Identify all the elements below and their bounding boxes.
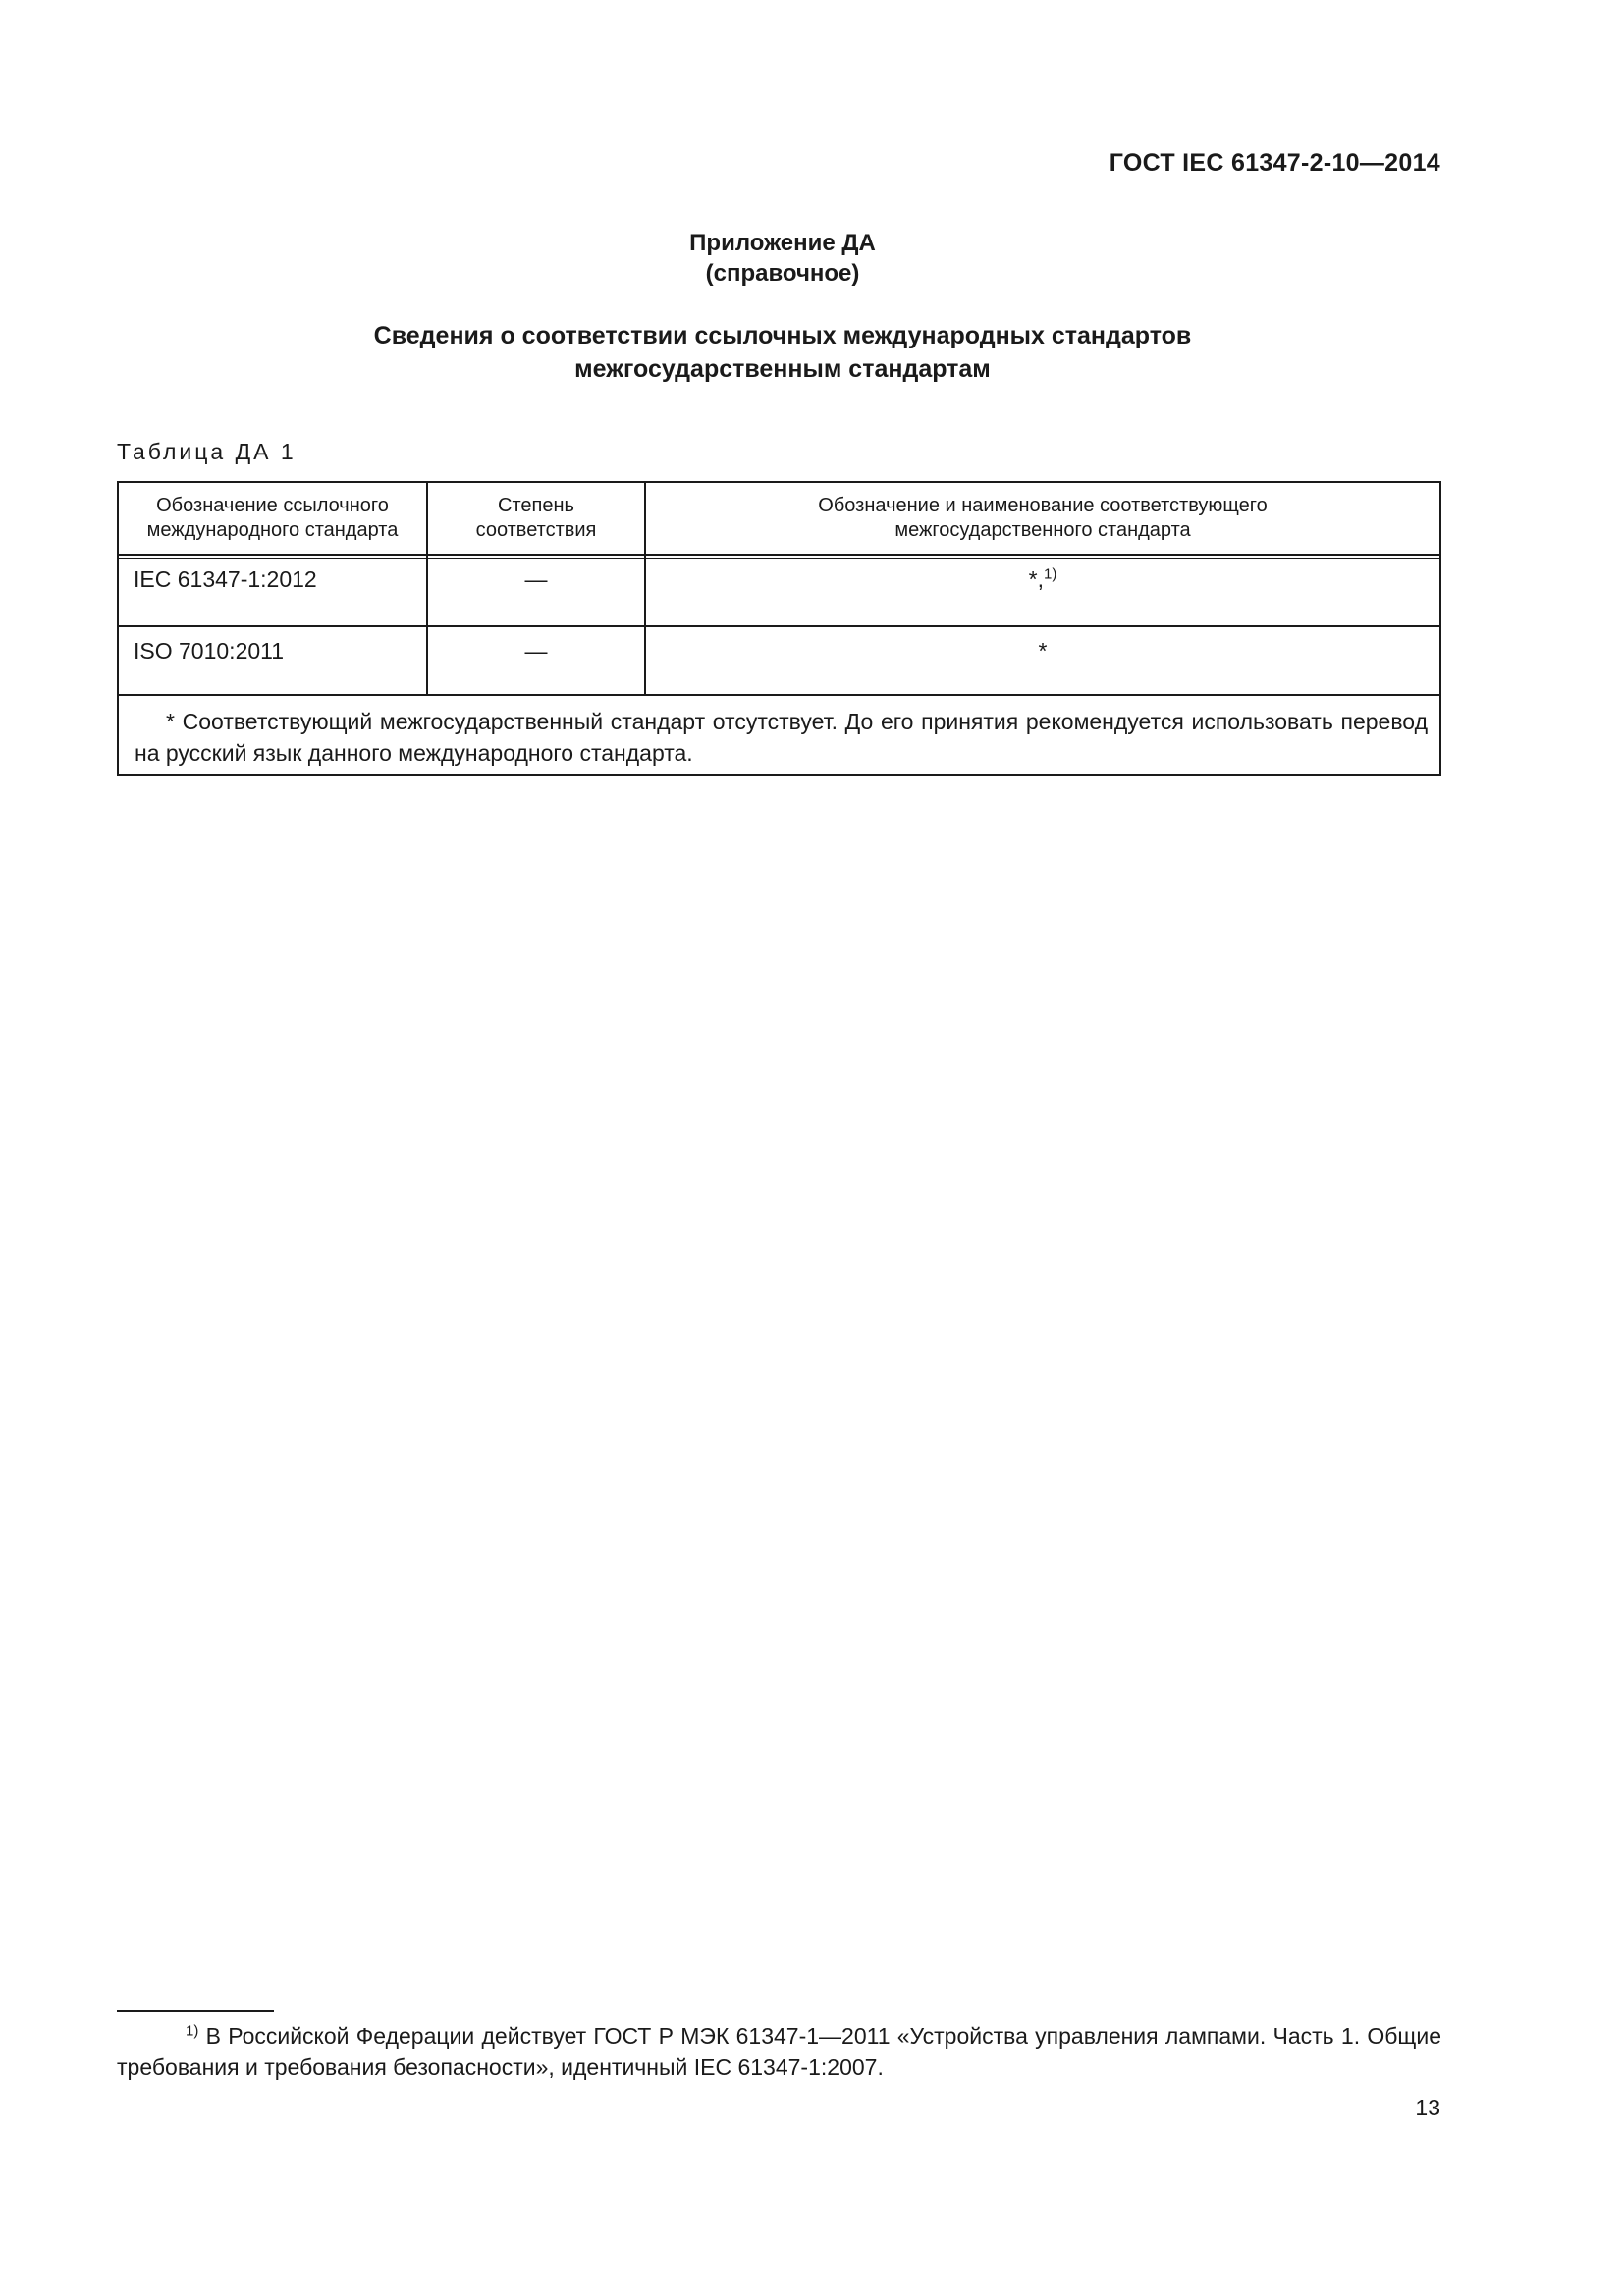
footnote-text: В Российской Федерации действует ГОСТ Р МЭК 61347-1—2011 «Устройства управления лампами. Часть 1. Общие требования и требования безопасности», идентичный IEC 61347-1:2007. [117, 2023, 1441, 2080]
header-cell-degree [428, 483, 644, 554]
annex-type: (справочное) [705, 260, 860, 287]
correspondence-table [117, 481, 1441, 776]
header-text: Обозначение и наименование соответствующего [818, 495, 1268, 516]
interstate-standard-cell [646, 637, 1439, 665]
footnote-ref[interactable]: 1) [1044, 565, 1057, 583]
degree-cell: — [524, 638, 548, 664]
asterisk-mark: *, [1028, 566, 1044, 592]
section-title [0, 319, 1565, 386]
annex-heading [0, 228, 1565, 289]
header-text: соответствия [475, 519, 597, 541]
table-row [134, 565, 317, 593]
footnote-marker: 1) [186, 2022, 199, 2040]
header-text: межгосударственного стандарта [894, 519, 1191, 541]
header-cell-interstate-standard [646, 483, 1439, 554]
page-number: 13 [1415, 2095, 1440, 2120]
table-row [134, 637, 284, 665]
interstate-standard-cell [646, 565, 1439, 593]
header-divider-double [119, 558, 1439, 559]
document-code: ГОСТ IEC 61347-2-10—2014 [1109, 149, 1440, 177]
table-caption: Таблица ДА 1 [117, 439, 297, 464]
table-note: * Соответствующий межгосударственный стандарт отсутствует. До его принятия рекомендуется использовать перевод на русский язык данного международного стандарта. [135, 709, 1428, 766]
footnote [117, 2020, 1441, 2083]
annex-label: Приложение ДА [689, 230, 876, 256]
header-text: международного стандарта [146, 519, 399, 541]
reference-standard-cell: ISO 7010:2011 [134, 638, 285, 664]
header-divider [119, 554, 1439, 556]
section-title-line-1: Сведения о соответствии ссылочных международных стандартов [373, 322, 1192, 349]
row-divider [119, 625, 1439, 627]
reference-standard-cell: IEC 61347-1:2012 [134, 566, 317, 592]
asterisk-mark: * [1038, 638, 1048, 664]
header-text: Обозначение ссылочного [156, 495, 389, 516]
header-text: Степень [498, 495, 574, 516]
footnote-rule [117, 2010, 274, 2012]
section-title-line-2: межгосударственным стандартам [574, 355, 991, 383]
header-cell-reference-standard [119, 483, 426, 554]
degree-cell: — [524, 566, 548, 592]
